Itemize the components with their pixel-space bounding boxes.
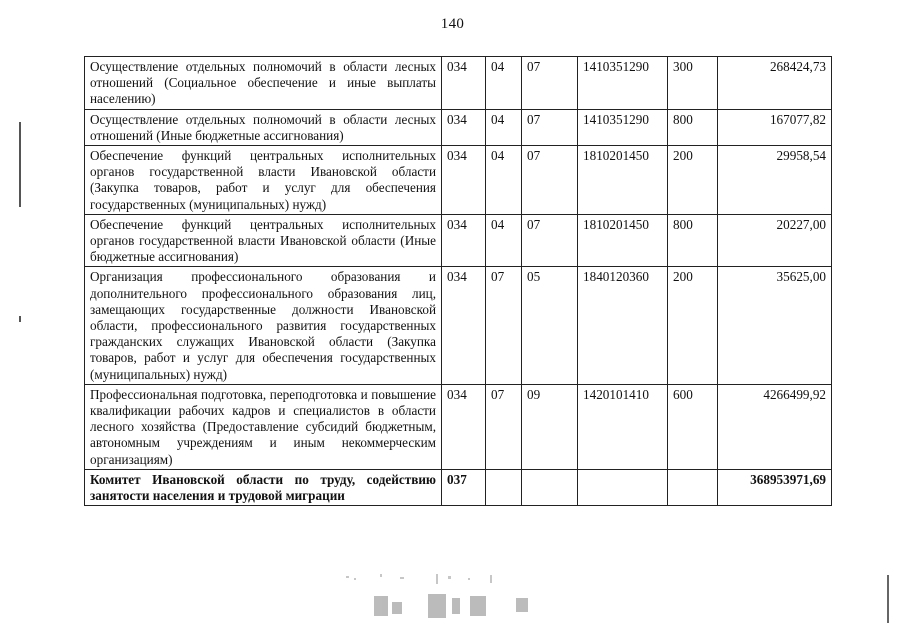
expense-type-code: 200 bbox=[668, 267, 718, 384]
scan-noise bbox=[340, 572, 560, 632]
budget-table bbox=[84, 56, 832, 506]
table-row bbox=[85, 109, 832, 145]
ministry-code: 034 bbox=[442, 384, 486, 469]
target-item-code: 1410351290 bbox=[578, 109, 668, 145]
table-row bbox=[85, 214, 832, 267]
amount: 268424,73 bbox=[718, 57, 832, 110]
table-row bbox=[85, 384, 832, 469]
expense-type-code bbox=[668, 469, 718, 505]
row-description: Обеспечение функций центральных исполнительных органов государственной власти Ивановской области (Иные бюджетные ассигнования) bbox=[85, 214, 442, 267]
table-row bbox=[85, 57, 832, 110]
expense-type-code: 200 bbox=[668, 146, 718, 215]
row-description: Обеспечение функций центральных исполнительных органов государственной власти Ивановской области (Закупка товаров, работ и услуг для обеспечения государственных (муниципальных) нужд) bbox=[85, 146, 442, 215]
subsection-code: 07 bbox=[522, 146, 578, 215]
target-item-code: 1420101410 bbox=[578, 384, 668, 469]
section-code: 04 bbox=[486, 57, 522, 110]
section-code: 04 bbox=[486, 146, 522, 215]
table-row-total bbox=[85, 469, 832, 505]
ministry-code: 034 bbox=[442, 146, 486, 215]
ministry-code: 034 bbox=[442, 214, 486, 267]
target-item-code: 1840120360 bbox=[578, 267, 668, 384]
expense-type-code: 300 bbox=[668, 57, 718, 110]
ministry-code: 034 bbox=[442, 267, 486, 384]
subsection-code bbox=[522, 469, 578, 505]
margin-mark bbox=[19, 316, 21, 322]
amount: 4266499,92 bbox=[718, 384, 832, 469]
expense-type-code: 600 bbox=[668, 384, 718, 469]
subsection-code: 07 bbox=[522, 57, 578, 110]
section-code: 07 bbox=[486, 384, 522, 469]
subsection-code: 05 bbox=[522, 267, 578, 384]
expense-type-code: 800 bbox=[668, 214, 718, 267]
section-code: 04 bbox=[486, 214, 522, 267]
row-description: Профессиональная подготовка, переподготовка и повышение квалификации рабочих кадров и специалистов в области лесного хозяйства (Предоставление субсидий бюджетным, автономным учреждениям и иным некоммерческим организациям) bbox=[85, 384, 442, 469]
page-number: 140 bbox=[440, 16, 465, 32]
row-description: Осуществление отдельных полномочий в области лесных отношений (Иные бюджетные ассигнования) bbox=[85, 109, 442, 145]
ministry-code: 034 bbox=[442, 109, 486, 145]
row-description: Осуществление отдельных полномочий в области лесных отношений (Социальное обеспечение и иные выплаты населению) bbox=[85, 57, 442, 110]
amount: 20227,00 bbox=[718, 214, 832, 267]
row-description: Организация профессионального образования и дополнительного профессионального образования лиц, замещающих государственные должности Ивановской области, профессионального развития государственных гражданских служащих Ивановской области (Закупка товаров, работ и услуг для обеспечения государственных (муниципальных) нужд) bbox=[85, 267, 442, 384]
amount: 368953971,69 bbox=[718, 469, 832, 505]
section-code: 07 bbox=[486, 267, 522, 384]
margin-mark bbox=[887, 575, 889, 623]
subsection-code: 09 bbox=[522, 384, 578, 469]
ministry-code: 034 bbox=[442, 57, 486, 110]
amount: 29958,54 bbox=[718, 146, 832, 215]
subsection-code: 07 bbox=[522, 214, 578, 267]
amount: 35625,00 bbox=[718, 267, 832, 384]
target-item-code: 1810201450 bbox=[578, 214, 668, 267]
row-description: Комитет Ивановской области по труду, содействию занятости населения и трудовой миграции bbox=[85, 469, 442, 505]
ministry-code: 037 bbox=[442, 469, 486, 505]
table-row bbox=[85, 267, 832, 384]
table-row bbox=[85, 146, 832, 215]
subsection-code: 07 bbox=[522, 109, 578, 145]
section-code bbox=[486, 469, 522, 505]
expense-type-code: 800 bbox=[668, 109, 718, 145]
target-item-code bbox=[578, 469, 668, 505]
margin-mark bbox=[19, 122, 21, 207]
section-code: 04 bbox=[486, 109, 522, 145]
target-item-code: 1410351290 bbox=[578, 57, 668, 110]
amount: 167077,82 bbox=[718, 109, 832, 145]
target-item-code: 1810201450 bbox=[578, 146, 668, 215]
